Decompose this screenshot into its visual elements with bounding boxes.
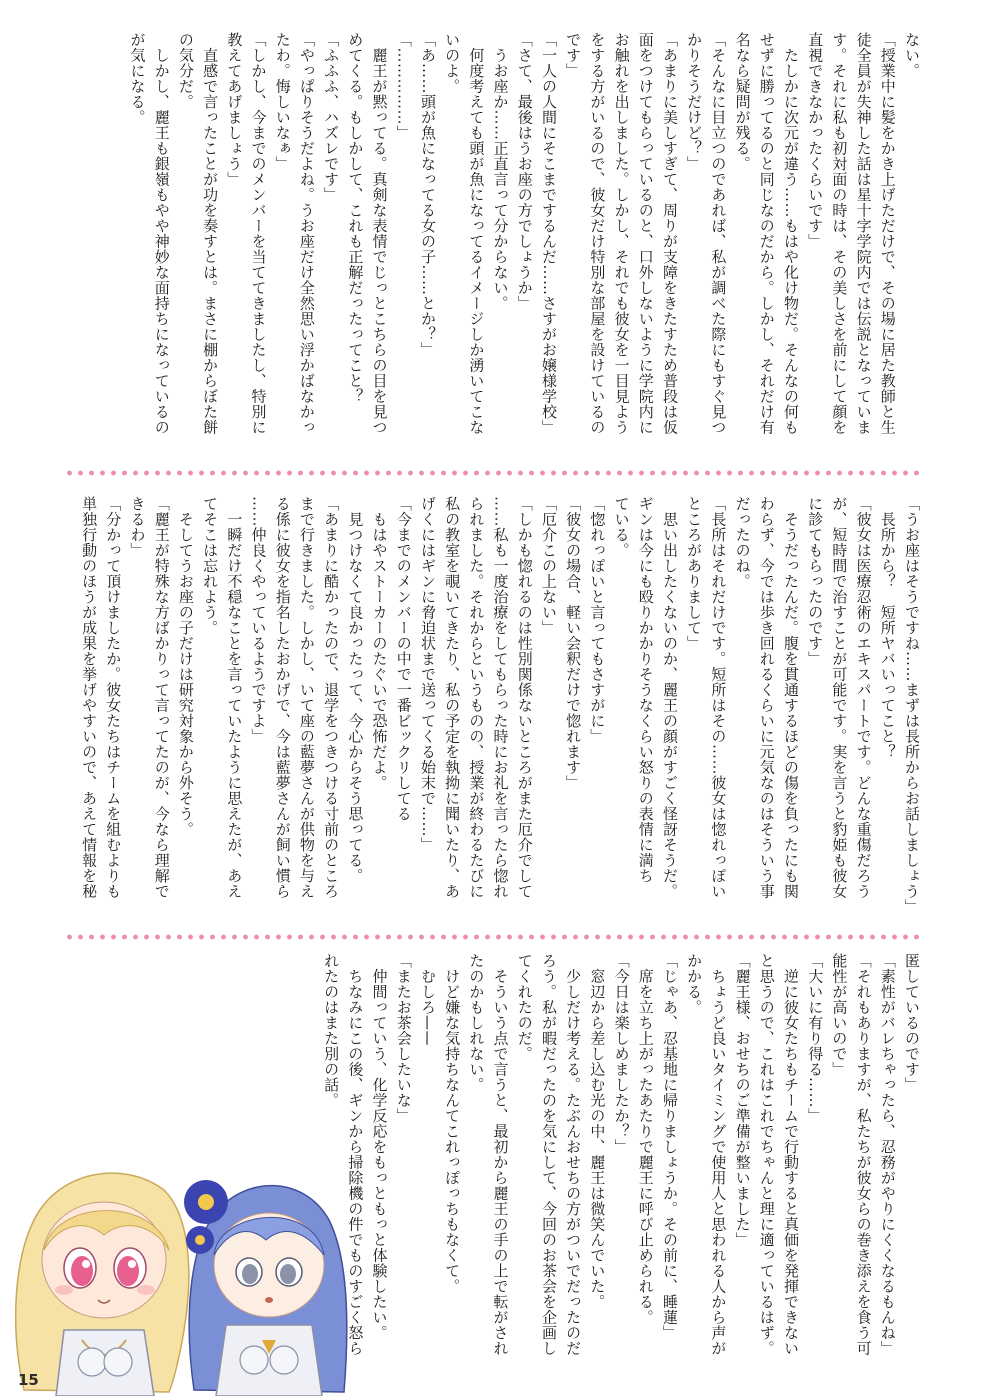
text-line: す。それに私も初対面の時は、その美しさを前にして顔を [830, 32, 849, 435]
page-number: 15 [18, 1371, 39, 1389]
text-line: そういう点で言うと、最初から麗王の手の上で転がされ [491, 953, 510, 1356]
text-section-3 [322, 953, 924, 1381]
text-line: 名なら疑問が残る。 [733, 32, 752, 172]
text-line: もはやストーカーのたぐいで恐怖だよ。 [370, 496, 389, 791]
text-line: たのかもしれない。 [467, 953, 486, 1093]
text-line: 逆に彼女たちもチームで行動すると真価を発揮できない [781, 953, 800, 1356]
text-line: てそこは忘れよう。 [201, 496, 220, 636]
text-line: 長所から？ 短所ヤバいってこと？ [878, 496, 897, 760]
text-line: 席を立ち上がったあたりで麗王に呼び止められる。 [636, 953, 655, 1325]
text-line: まで行きました。しかし、いて座の藍夢さんが供物を与え [297, 496, 316, 899]
text-line: だったのね。 [733, 496, 752, 589]
text-line: きるわ」 [128, 496, 147, 558]
chibi-characters-illustration [4, 1140, 364, 1396]
text-line: 「しかし、今までのメンバーを当ててきましたし、特別に [249, 32, 268, 435]
text-line: せずに勝ってるのと同じなのだから。しかし、それだけ有 [757, 32, 776, 435]
text-line: 「惚れっぽいと言ってもさすがに」 [588, 496, 607, 744]
text-line: 「……………」 [394, 32, 413, 141]
text-line: 「あ……頭が魚になってる女の子……とか？」 [418, 32, 437, 358]
text-line: 「今までのメンバーの中で一番ビックリしてる [394, 496, 413, 822]
text-line: ……私も一度治療をしてもらった時にお礼を言ったら惚れ [491, 496, 510, 899]
text-line: と思うので、これはこれでちゃんと理に適っているはず。 [757, 953, 776, 1356]
text-line: 徒全員が失神した話は星十字学院内では伝説となっていま [854, 32, 873, 435]
text-line: ている。 [612, 496, 631, 558]
text-line: てくれたのだ。 [515, 953, 534, 1062]
text-line: 面をつけてもらっているのと、口外しないように学院内に [636, 32, 655, 435]
text-line: 「じゃあ、忍基地に帰りましょうか。その前に、睡蓮」 [660, 953, 679, 1341]
text-line: しかし、麗王も銀嶺もやや神妙な面持ちになっているの [152, 32, 171, 435]
text-line: 能性が高いので」 [830, 953, 849, 1077]
text-line: たしかに次元が違う……もはや化け物だ。そんなの何も [781, 32, 800, 435]
pink-dotted-divider [64, 470, 922, 476]
text-line: 仲間っていう、化学反応をもっともっと体験したい。 [370, 953, 389, 1341]
text-section-1 [62, 32, 924, 464]
text-line: 教えてあげましょう」 [225, 32, 244, 187]
text-line: 「授業中に髪をかき上げただけで、その場に居た教師と生 [878, 32, 897, 435]
text-line: 少しだけ考える。たぶんおせちの方がついでだったのだ [564, 953, 583, 1356]
text-line: 「またお茶会したいな」 [394, 953, 413, 1124]
text-line: 直感で言ったことが功を奏すとは。まさに棚からぼた餅 [201, 32, 220, 435]
text-line: 「しかも惚れるのは性別関係ないところがまた厄介でして [515, 496, 534, 899]
text-line: 「そんなに目立つのであれば、私が調べた際にもすぐ見つ [709, 32, 728, 435]
text-line: ……仲良くやっているようですよ」 [249, 496, 268, 744]
text-line: 「それもありますが、私たちが彼女らの巻き添えを食う可 [854, 953, 873, 1356]
text-line: 私の教室を覗いてきたり、私の予定を執拗に聞いたり、あ [443, 496, 462, 899]
text-line: ところがありまして」 [685, 496, 704, 651]
text-line: る係に彼女を指名したおかげで、今は藍夢さんが飼い慣ら [273, 496, 292, 899]
text-line: 「さて、最後はうお座の方でしょうか」 [515, 32, 534, 311]
text-line: が、短時間で治すことが可能です。実を言うと豹姫も彼女 [830, 496, 849, 899]
text-line: 「やっぱりそうだよね。うお座だけ全然思い浮かばなかっ [297, 32, 316, 435]
text-line: 「あまりに酷かったので、退学をつきつける寸前のところ [322, 496, 341, 899]
blue-haired-girl-figure [184, 1180, 347, 1396]
text-line: 「彼女は医療忍術のエキスパートです。どんな重傷だろう [854, 496, 873, 899]
text-line: いのよ。 [443, 32, 462, 94]
pink-dotted-divider [64, 934, 922, 940]
text-line: そしてうお座の子だけは研究対象から外そう。 [176, 496, 195, 837]
text-line: めてくる。もしかして、これも正解だったってこと？ [346, 32, 365, 404]
text-line: うお座か……正直言って分からない。 [491, 32, 510, 311]
text-line: ろう。私が暇だったのを気にして、今回のお茶会を企画し [539, 953, 558, 1356]
text-line: に診てもらったのです」 [806, 496, 825, 667]
text-line: ない。 [903, 32, 921, 79]
text-line: 「麗王が特殊な方ばかりって言ってたのが、今なら理解で [152, 496, 171, 899]
text-line: 単独行動のほうが成果を挙げやすいので、あえて情報を秘 [80, 496, 99, 899]
text-line: をする方がいるので、彼女だけ特別な部屋を設けているの [588, 32, 607, 435]
text-line: 「彼女の場合、軽い会釈だけで惚れます」 [564, 496, 583, 791]
text-line: 窓辺から差し込む光の中、麗王は微笑んでいた。 [588, 953, 607, 1310]
text-line: けど嫌な気持ちなんてこれっぽっちもなくて。 [443, 953, 462, 1294]
text-line: たわ。悔しいなぁ」 [273, 32, 292, 172]
text-line: 「長所はそれだけです。短所はその……彼女は惚れっぽい [709, 496, 728, 899]
text-line: 匿しているのです」 [903, 953, 921, 1093]
text-line: 「厄介この上ない」 [539, 496, 558, 636]
text-line: 思い出したくないのか、麗王の顔がすごく怪訝そうだ。 [660, 496, 679, 899]
text-line: れたのはまた別の話。 [322, 953, 341, 1108]
text-line: の気分だ。 [176, 32, 195, 110]
text-line: 「素性がバレちゃったら、忍務がやりにくくなるもんね」 [878, 953, 897, 1356]
text-line: 一瞬だけ不穏なことを言っていたように思えたが、あえ [225, 496, 244, 899]
text-line: お触れを出しました。しかし、それでも彼女を一目見よう [612, 32, 631, 435]
text-line: げくにはギンに脅迫状まで送ってくる始末で……」 [418, 496, 437, 853]
text-line: 「うお座はそうですね……まずは長所からお話しましょう」 [903, 496, 921, 915]
text-line: が気になる。 [128, 32, 147, 125]
text-line: 麗王が黙ってる。真剣な表情でじっとこちらの目を見つ [370, 32, 389, 435]
text-line: 見つけなくて良かったって、今心からそう思ってる。 [346, 496, 365, 884]
text-line: 「大いに有り得る……」 [806, 953, 825, 1124]
text-line: です」 [564, 32, 583, 79]
text-line: られました。それからというものの、授業が終わるたびに [467, 496, 486, 899]
text-line: そうだったんだ。腹を貫通するほどの傷を負ったにも関 [781, 496, 800, 899]
text-line: 直視できなかったくらいです」 [806, 32, 825, 249]
text-line: ちなみにこの後、ギンから掃除機の件でものすごく怒ら [346, 953, 365, 1356]
text-line: かかる。 [685, 953, 704, 1015]
text-line: 「今日は楽しめましたか？」 [612, 953, 631, 1155]
text-line: 何度考えても頭が魚になってるイメージしか湧いてこな [467, 32, 486, 435]
text-line: かりそうだけど？」 [685, 32, 704, 172]
text-line: 「麗王様、おせちのご準備が整いました」 [733, 953, 752, 1248]
text-line: 「一人の人間にそこまでするんだ……さすがお嬢様学校」 [539, 32, 558, 435]
text-line: 「あまりに美しすぎて、周りが支障をきたすため普段は仮 [660, 32, 679, 435]
text-line: ちょうど良いタイミングで使用人と思われる人から声が [709, 953, 728, 1356]
text-line: ギンは今にも殴りかかりそうなくらい怒りの表情に満ち [636, 496, 655, 884]
blonde-girl-figure [16, 1173, 189, 1396]
text-line: むしろ—— [418, 953, 437, 1046]
text-line: わらず、今では歩き回れるくらいに元気なのはそういう事 [757, 496, 776, 899]
text-line: 「分かって頂けましたか。彼女たちはチームを組むよりも [104, 496, 123, 899]
text-section-2 [62, 496, 924, 922]
text-line: 「ふふふ、ハズレです」 [322, 32, 341, 203]
